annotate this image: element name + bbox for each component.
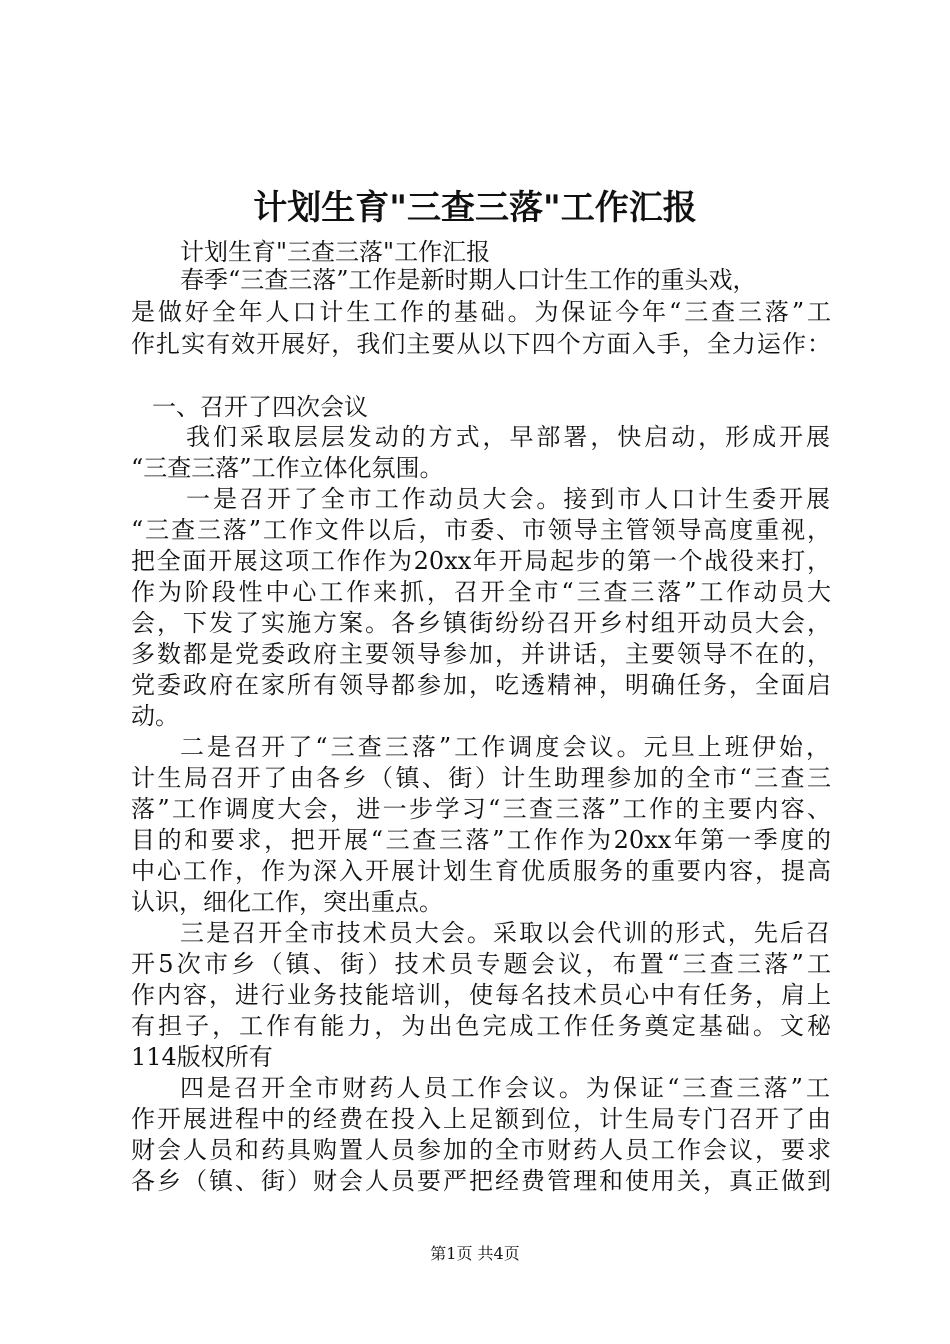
body-line: 三是召开全市技术员大会。采取以会代训的形式，先后召 — [180, 919, 830, 947]
body-line: 二是召开了“三查三落”工作调度会议。元旦上班伊始， — [180, 733, 830, 761]
body-line: 114版权所有 — [131, 1043, 273, 1071]
body-line: 作扎实有效开展好，我们主要从以下四个方面入手，全力运作： — [131, 330, 831, 358]
body-line: 计生局召开了由各乡（镇、街）计生助理参加的全市“三查三 — [131, 764, 831, 792]
body-line: 财会人员和药具购置人员参加的全市财药人员工作会议，要求 — [131, 1136, 831, 1164]
page-title: 计划生育"三查三落"工作汇报 — [253, 188, 697, 228]
body-line: “三查三落”工作文件以后，市委、市领导主管领导高度重视， — [131, 516, 831, 544]
body-line: 是做好全年人口计生工作的基础。为保证今年“三查三落”工 — [131, 298, 831, 326]
body-line: 四是召开全市财药人员工作会议。为保证“三查三落”工 — [180, 1074, 830, 1102]
body-line: 一是召开了全市工作动员大会。接到市人口计生委开展 — [186, 485, 830, 513]
body-line: 开5次市乡（镇、街）技术员专题会议，布置“三查三落”工 — [131, 950, 831, 978]
page-footer: 第1页 共4页 — [430, 1244, 520, 1263]
body-line: 多数都是党委政府主要领导参加，并讲话，主要领导不在的， — [131, 640, 831, 668]
body-line: 作为阶段性中心工作来抓，召开全市“三查三落”工作动员大 — [131, 578, 831, 606]
body-line: 有担子，工作有能力，为出色完成工作任务奠定基础。文秘 — [131, 1012, 831, 1040]
body-line: 会，下发了实施方案。各乡镇街纷纷召开乡村组开动员大会， — [131, 609, 831, 637]
body-line: 计划生育"三查三落"工作汇报 — [180, 238, 491, 266]
body-line: “三查三落”工作立体化氛围。 — [131, 454, 444, 482]
body-line: 各乡（镇、街）财会人员要严把经费管理和使用关，真正做到 — [131, 1167, 831, 1195]
body-line: 动。 — [131, 702, 179, 730]
body-line: 党委政府在家所有领导都参加，吃透精神，明确任务，全面启 — [131, 671, 831, 699]
body-line: 我们采取层层发动的方式，早部署，快启动，形成开展 — [186, 423, 830, 451]
body-line: 中心工作，作为深入开展计划生育优质服务的重要内容，提高 — [131, 857, 831, 885]
body-line: 作开展进程中的经费在投入上足额到位，计生局专门召开了由 — [131, 1105, 831, 1133]
body-line: 目的和要求，把开展“三查三落”工作作为20xx年第一季度的 — [131, 826, 831, 854]
body-line: 把全面开展这项工作作为20xx年开局起步的第一个战役来打， — [131, 547, 831, 575]
body-line: 落”工作调度大会，进一步学习“三查三落”工作的主要内容、 — [131, 795, 831, 823]
body-line: 作内容，进行业务技能培训，使每名技术员心中有任务，肩上 — [131, 981, 831, 1009]
body-line: 春季“三查三落”工作是新时期人口计生工作的重头戏， — [180, 266, 757, 294]
body-line: 认识，细化工作，突出重点。 — [131, 888, 443, 916]
section-heading: 一、召开了四次会议 — [152, 393, 368, 421]
